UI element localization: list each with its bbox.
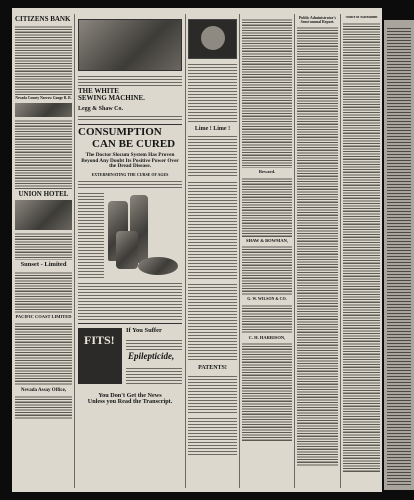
column-rule [185, 14, 186, 488]
consumption-headline-2: CAN BE CURED [92, 137, 176, 150]
column-3-footer-text [188, 416, 237, 456]
hotel-title: UNION HOTEL [18, 190, 69, 199]
exterminating-heading: EXTERMINATING THE CURSE OF AGES [91, 171, 169, 177]
lime-heading: Lime ! Lime ! [194, 126, 231, 132]
admin-report-text [297, 26, 338, 466]
column-1 [15, 16, 72, 486]
patents-text [188, 374, 237, 414]
slocum-heading: The Doctor Slocum System Has Proven Beyond Any Doubt Its Positive Power Over the Dread Disease. [81, 152, 179, 170]
admin-report-subtitle: Semi-annual Report. [300, 19, 335, 24]
train-engraving [15, 103, 72, 117]
admin-report-title: Public Administrator's [298, 16, 337, 20]
harrison-text [242, 342, 292, 442]
knife-ad-text [78, 74, 182, 86]
shaw-bowman-text [242, 245, 292, 295]
column-4-text [242, 18, 292, 168]
phonograph-ad-text [188, 62, 237, 122]
consumption-text [78, 281, 182, 321]
if-you-suffer: If You Suffer [126, 326, 162, 334]
news-slogan-1: You Don't Get the News [98, 391, 162, 399]
consumption-headline: CONSUMPTION [78, 125, 162, 138]
fits-title: FITS! [84, 332, 115, 347]
knife-advertisement-engraving [78, 19, 182, 71]
fits-advertisement [78, 323, 182, 390]
column-rule [239, 14, 240, 488]
column-rule [294, 14, 295, 488]
column-5 [297, 16, 338, 486]
assay-text [15, 395, 72, 419]
news-slogan-2: Unless you Read the Transcript. [87, 398, 173, 406]
reward-text [242, 177, 292, 237]
notices-text [188, 180, 237, 280]
harrison-heading: C. H. HARRISON, [248, 334, 286, 340]
phonograph-ad-engraving [188, 19, 237, 59]
sunset-text [15, 271, 72, 313]
column-6-text [343, 22, 380, 472]
epilepticide: Epilepticide, [128, 350, 175, 361]
lime-text [188, 134, 237, 178]
column-rule [340, 14, 341, 488]
timetable [15, 119, 72, 189]
notice-heading: Notice of Assessment [345, 16, 378, 19]
bank-text [15, 25, 72, 95]
hotel-text [15, 232, 72, 260]
assay-title: Nevada Assay Office, [20, 387, 67, 393]
column-3 [188, 16, 237, 486]
hotel-engraving [15, 200, 72, 230]
medicine-bottles-engraving [78, 191, 182, 279]
reward-heading: Reward. [258, 169, 276, 174]
wilson-text [242, 304, 292, 334]
column-6 [343, 16, 380, 486]
wilson-heading: G. W. WILSON & CO. [247, 296, 287, 302]
pacific-title: PACIFIC COAST LIMITED [15, 314, 72, 320]
column-4 [242, 16, 292, 486]
slocum-subtext [78, 179, 182, 189]
adjacent-page-edge [384, 20, 414, 490]
pacific-text [15, 322, 72, 386]
patents-heading: PATENTS! [198, 365, 227, 372]
newspaper-page [12, 8, 382, 492]
white-title: THE WHITE [78, 87, 119, 95]
shaw-bowman-heading: SHAW & BOWMAN, [245, 237, 289, 243]
sewing-title: SEWING MACHINE. [78, 94, 145, 103]
column-rule [74, 14, 75, 488]
legg-text [78, 114, 182, 122]
advertisements-text [188, 282, 237, 362]
bank-title: CITIZENS BANK [15, 16, 71, 23]
sunset-title: Sunset - Limited [20, 261, 67, 269]
column-2 [78, 16, 182, 486]
legg-line: Legg & Shaw Co. [78, 105, 124, 112]
railroad-title: Nevada County Narrow Gauge R. R. [15, 96, 72, 101]
